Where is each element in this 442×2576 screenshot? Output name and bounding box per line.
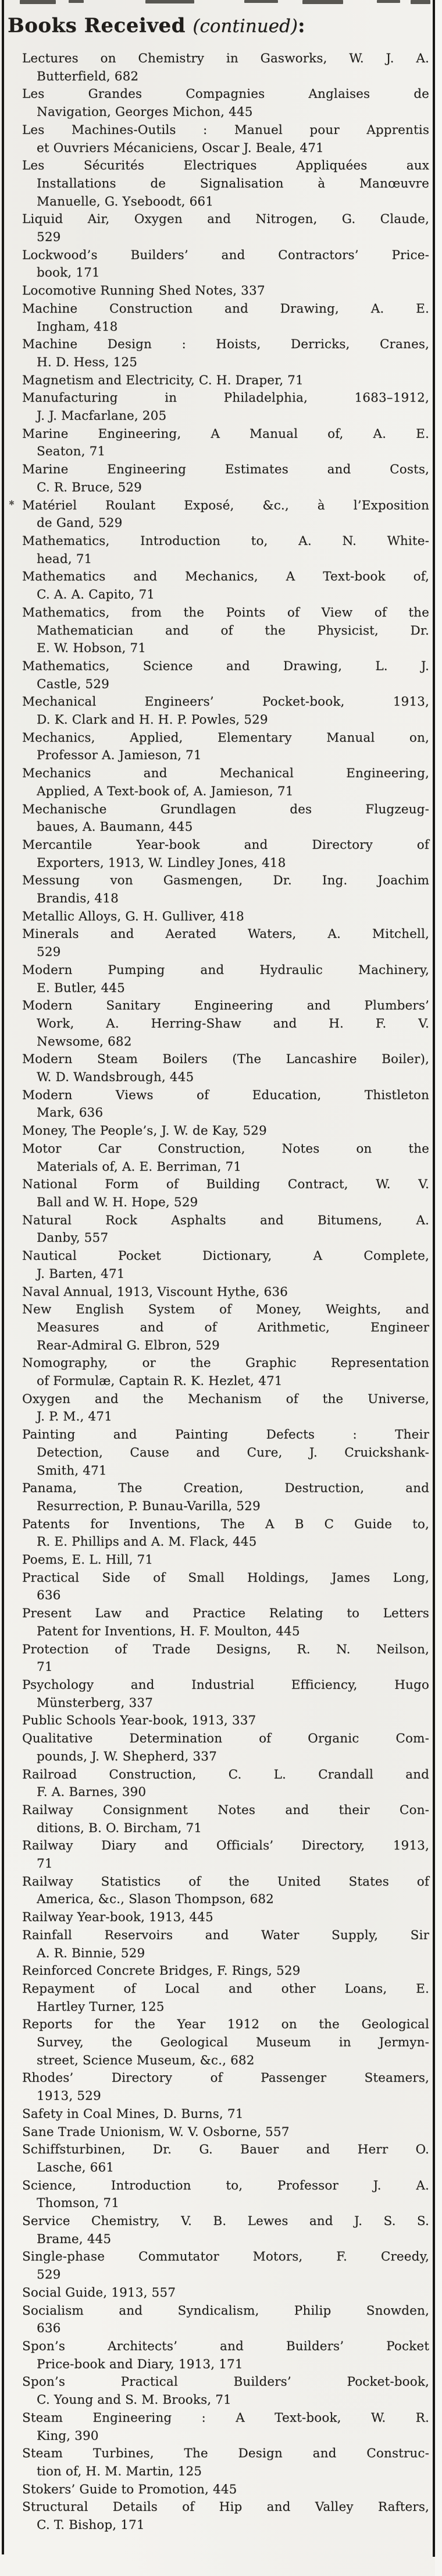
entry-line: Smith, 471 bbox=[37, 1463, 107, 1478]
index-entry bbox=[22, 2410, 429, 2445]
entry-line: baues, A. Baumann, 445 bbox=[37, 820, 193, 835]
entry-line: Socialism and Syndicalism, Philip Snowden, bbox=[22, 2303, 429, 2318]
index-entry bbox=[22, 926, 429, 961]
entry-line: Navigation, Georges Michon, 445 bbox=[37, 105, 253, 120]
index-entry bbox=[22, 1176, 429, 1211]
index-entry bbox=[22, 1140, 429, 1176]
entry-line: C. R. Bruce, 529 bbox=[37, 480, 142, 495]
index-entry bbox=[22, 693, 429, 729]
entry-line: Painting and Painting Defects : Their bbox=[22, 1427, 429, 1443]
entry-line: Lasche, 661 bbox=[37, 2160, 115, 2175]
entry-line: Railway Consignment Notes and their Con- bbox=[22, 1802, 429, 1817]
entry-line: Newsome, 682 bbox=[37, 1034, 132, 1049]
entry-line: 71 bbox=[37, 1660, 53, 1675]
entry-line: Psychology and Industrial Efficiency, Hugo bbox=[22, 1677, 429, 1692]
entry-line: Mathematics, from the Points of View of the bbox=[22, 605, 429, 620]
index-entry bbox=[22, 426, 429, 461]
entry-line: Measures and of Arithmetic, Engineer bbox=[37, 1320, 429, 1335]
entry-line: Railway Year-book, 1913, 445 bbox=[22, 1910, 213, 1925]
entry-line: 529 bbox=[37, 230, 61, 245]
entry-line: Münsterberg, 337 bbox=[37, 1695, 154, 1710]
index-entry bbox=[22, 461, 429, 497]
entry-line: Mathematics and Mechanics, A Text-book of, bbox=[22, 569, 429, 584]
index-entry bbox=[22, 2177, 429, 2213]
entry-line: Survey, the Geological Museum in Jermyn- bbox=[37, 2035, 429, 2050]
entry-line: D. K. Clark and H. H. P. Powles, 529 bbox=[37, 713, 268, 728]
index-entry bbox=[22, 372, 429, 390]
entry-line: Protection of Trade Designs, R. N. Neilson, bbox=[22, 1642, 429, 1657]
entry-line: street, Science Museum, &c., 682 bbox=[37, 2053, 255, 2068]
index-entry bbox=[22, 1284, 429, 1302]
right-border-rule bbox=[433, 0, 435, 2557]
entry-line: Thomson, 71 bbox=[37, 2196, 120, 2211]
index-entry bbox=[22, 2248, 429, 2284]
index-entry bbox=[22, 1391, 429, 1426]
index-entry bbox=[22, 1605, 429, 1640]
index-entry bbox=[22, 1677, 429, 1712]
entry-line: Schiffsturbinen, Dr. G. Bauer and Herr O. bbox=[22, 2142, 429, 2157]
entry-line: 636 bbox=[37, 1588, 61, 1603]
entry-line: Les Machines-Outils : Manuel pour Apprentis bbox=[22, 122, 429, 137]
entry-line: Safety in Coal Mines, D. Burns, 71 bbox=[22, 2106, 244, 2121]
entry-line: Reinforced Concrete Bridges, F. Rings, 529 bbox=[22, 1964, 301, 1979]
index-entry bbox=[22, 1051, 429, 1086]
entry-line: Marine Engineering Estimates and Costs, bbox=[22, 462, 429, 477]
entry-line: Minerals and Aerated Waters, A. Mitchell, bbox=[22, 927, 429, 942]
index-entry bbox=[22, 1927, 429, 1962]
entry-line: Exporters, 1913, W. Lindley Jones, 418 bbox=[37, 855, 286, 870]
index-entry bbox=[22, 872, 429, 908]
entry-line: Stokers’ Guide to Promotion, 445 bbox=[22, 2482, 237, 2497]
index-entry bbox=[22, 1980, 429, 2016]
index-entry bbox=[22, 2106, 429, 2124]
entry-line: Patent for Inventions, H. F. Moulton, 445 bbox=[37, 1624, 300, 1639]
entry-line: Installations de Signalisation à Manœuvre bbox=[37, 176, 429, 191]
index-entry bbox=[22, 1712, 429, 1730]
index-entry bbox=[9, 497, 429, 533]
entry-line: Brandis, 418 bbox=[37, 891, 119, 906]
entry-line: R. E. Phillips and A. M. Flack, 445 bbox=[37, 1535, 257, 1550]
entry-line: 1913, 529 bbox=[37, 2089, 101, 2104]
index-entry bbox=[22, 2284, 429, 2302]
entry-line: Danby, 557 bbox=[37, 1231, 109, 1246]
index-entry bbox=[22, 1909, 429, 1927]
entry-line: Steam Engineering : A Text-book, W. R. bbox=[22, 2410, 429, 2425]
index-entry bbox=[22, 2445, 429, 2481]
entry-line: Mechanics and Mechanical Engineering, bbox=[22, 766, 429, 781]
entry-line: C. T. Bishop, 171 bbox=[37, 2518, 145, 2533]
entry-line: National Form of Building Contract, W. V. bbox=[22, 1177, 429, 1192]
entry-line: Reports for the Year 1912 on the Geological bbox=[22, 2017, 429, 2032]
entry-line: Repayment of Local and other Loans, E. bbox=[22, 1981, 429, 1996]
page-title bbox=[8, 14, 305, 38]
entry-line: Nomography, or the Graphic Representation bbox=[22, 1356, 429, 1371]
index-entry bbox=[22, 336, 429, 371]
index-entry bbox=[22, 1837, 429, 1873]
entry-line: Modern Pumping and Hydraulic Machinery, bbox=[22, 962, 429, 977]
entry-line: Science, Introduction to, Professor J. A. bbox=[22, 2178, 429, 2193]
entry-line: Matériel Roulant Exposé, &c., à l’Exposition bbox=[22, 498, 429, 513]
entry-line: head, 71 bbox=[37, 551, 92, 566]
index-entry bbox=[22, 2141, 429, 2177]
index-entry bbox=[22, 86, 429, 121]
entry-line: Marine Engineering, A Manual of, A. E. bbox=[22, 426, 429, 441]
entry-line: Resurrection, P. Bunau-Varilla, 529 bbox=[37, 1498, 261, 1514]
entry-line: New English System of Money, Weights, and bbox=[22, 1302, 429, 1317]
entry-line: Mathematician and of the Physicist, Dr. bbox=[37, 623, 429, 638]
index-entry bbox=[22, 1355, 429, 1390]
entry-line: Applied, A Text-book of, A. Jamieson, 71 bbox=[37, 784, 294, 799]
entry-line: Detection, Cause and Cure, J. Cruickshank- bbox=[37, 1445, 429, 1460]
entry-line: Liquid Air, Oxygen and Nitrogen, G. Claude, bbox=[22, 212, 429, 227]
index-entry bbox=[22, 1087, 429, 1122]
entry-line: book, 171 bbox=[37, 265, 100, 281]
entry-line: Nautical Pocket Dictionary, A Complete, bbox=[22, 1249, 429, 1264]
index-entry bbox=[22, 1802, 429, 1837]
index-entry bbox=[22, 801, 429, 837]
entry-line: Spon’s Architects’ and Builders’ Pocket bbox=[22, 2339, 429, 2354]
index-entry bbox=[22, 1641, 429, 1677]
index-entry bbox=[22, 1873, 429, 1909]
entry-line: Machine Construction and Drawing, A. E. bbox=[22, 301, 429, 316]
entry-line: of Formulæ, Captain R. K. Hezlet, 471 bbox=[37, 1374, 283, 1389]
entry-line: Magnetism and Electricity, C. H. Draper, 71 bbox=[22, 373, 304, 388]
entry-line: pounds, J. W. Shepherd, 337 bbox=[37, 1749, 217, 1764]
entry-line: Mechanics, Applied, Elementary Manual on, bbox=[22, 730, 429, 745]
page-title-continued: (continued) bbox=[193, 16, 298, 37]
entry-line: Modern Sanitary Engineering and Plumbers’ bbox=[22, 998, 429, 1014]
index-entry bbox=[22, 2213, 429, 2248]
entry-line: Butterfield, 682 bbox=[37, 69, 139, 84]
entry-line: Work, A. Herring-Shaw and H. F. V. bbox=[37, 1016, 429, 1031]
entry-line: Service Chemistry, V. B. Lewes and J. S. S. bbox=[22, 2214, 429, 2229]
index-entry bbox=[22, 247, 429, 282]
entry-line: Brame, 445 bbox=[37, 2231, 112, 2247]
entry-line: Professor A. Jamieson, 71 bbox=[37, 748, 202, 763]
entry-line: F. A. Barnes, 390 bbox=[37, 1785, 147, 1800]
entry-line: Rhodes’ Directory of Passenger Steamers, bbox=[22, 2071, 429, 2086]
entry-line: 529 bbox=[37, 945, 61, 960]
entry-line: Railway Diary and Officials’ Directory, 1913, bbox=[22, 1838, 429, 1854]
entry-line: Single-phase Commutator Motors, F. Creedy, bbox=[22, 2249, 429, 2265]
page-title-text: Books Received bbox=[8, 14, 186, 37]
entry-line: ditions, B. O. Bircham, 71 bbox=[37, 1820, 202, 1836]
entry-line: Castle, 529 bbox=[37, 676, 109, 692]
entry-line: Money, The People’s, J. W. de Kay, 529 bbox=[22, 1124, 267, 1139]
entry-line: Naval Annual, 1913, Viscount Hythe, 636 bbox=[22, 1284, 288, 1299]
index-entry bbox=[22, 658, 429, 693]
entry-line: Rear-Admiral G. Elbron, 529 bbox=[37, 1338, 220, 1353]
entry-line: Present Law and Practice Relating to Letters bbox=[22, 1606, 429, 1621]
entry-line: C. Young and S. M. Brooks, 71 bbox=[37, 2393, 231, 2408]
entry-line: de Gand, 529 bbox=[37, 516, 123, 531]
entry-line: Locomotive Running Shed Notes, 337 bbox=[22, 284, 265, 299]
index-entry bbox=[22, 1212, 429, 1248]
index-entry bbox=[22, 568, 429, 604]
index-entry bbox=[22, 300, 429, 336]
entry-line: E. W. Hobson, 71 bbox=[37, 641, 147, 656]
entry-line: C. A. A. Capito, 71 bbox=[37, 587, 155, 603]
index-entry bbox=[22, 50, 429, 86]
entry-line: Qualitative Determination of Organic Com- bbox=[22, 1731, 429, 1746]
entry-line: Les Grandes Compagnies Anglaises de bbox=[22, 87, 429, 102]
index-entry bbox=[22, 1122, 429, 1140]
entry-line: Lockwood’s Builders’ and Contractors’ Price- bbox=[22, 247, 429, 263]
entry-line: Modern Steam Boilers (The Lancashire Boiler), bbox=[22, 1052, 429, 1067]
entry-line: Metallic Alloys, G. H. Gulliver, 418 bbox=[22, 909, 244, 924]
index-entry bbox=[22, 1248, 429, 1283]
index-entry bbox=[22, 533, 429, 568]
entry-line: Mechanische Grundlagen des Flugzeug- bbox=[22, 802, 429, 817]
index-entry bbox=[22, 2338, 429, 2373]
entry-line: Railway Statistics of the United States of bbox=[22, 1874, 429, 1889]
entry-line: Oxygen and the Mechanism of the Universe, bbox=[22, 1391, 429, 1406]
paper-edge bbox=[435, 0, 442, 2576]
index-entry bbox=[22, 837, 429, 872]
entry-line: Spon’s Practical Builders’ Pocket-book, bbox=[22, 2375, 429, 2390]
entry-line: Poems, E. L. Hill, 71 bbox=[22, 1553, 154, 1568]
entry-line: A. R. Binnie, 529 bbox=[37, 1946, 145, 1961]
index-entry bbox=[22, 122, 429, 157]
index-entry bbox=[22, 2124, 429, 2142]
entry-line: Rainfall Reservoirs and Water Supply, Sir bbox=[22, 1927, 429, 1943]
entry-line: Manufacturing in Philadelphia, 1683–1912, bbox=[22, 391, 429, 406]
entry-line: 529 bbox=[37, 2267, 61, 2283]
entry-line: Price-book and Diary, 1913, 171 bbox=[37, 2357, 243, 2372]
entry-line: Mercantile Year-book and Directory of bbox=[22, 837, 429, 852]
index-entry bbox=[22, 2070, 429, 2105]
entry-line: Seaton, 71 bbox=[37, 444, 106, 459]
entry-line: Practical Side of Small Holdings, James Long, bbox=[22, 1570, 429, 1585]
book-index-list bbox=[9, 50, 429, 2535]
entry-line: J. Barten, 471 bbox=[37, 1266, 125, 1281]
entry-line: Sane Trade Unionism, W. V. Osborne, 557 bbox=[22, 2124, 290, 2139]
entry-line: J. P. M., 471 bbox=[37, 1409, 112, 1425]
entry-line: Ball and W. H. Hope, 529 bbox=[37, 1195, 198, 1210]
entry-line: et Ouvriers Mécaniciens, Oscar J. Beale, 471 bbox=[37, 140, 324, 155]
index-entry bbox=[22, 2373, 429, 2409]
entry-line: Patents for Inventions, The A B C Guide to, bbox=[22, 1516, 429, 1532]
entry-line: Materials of, A. E. Berriman, 71 bbox=[37, 1159, 242, 1174]
entry-line: Mechanical Engineers’ Pocket-book, 1913, bbox=[22, 695, 429, 710]
index-entry bbox=[22, 2499, 429, 2534]
index-entry bbox=[22, 962, 429, 997]
index-entry bbox=[22, 211, 429, 246]
index-entry bbox=[22, 1962, 429, 1980]
entry-line: Modern Views of Education, Thistleton bbox=[22, 1087, 429, 1103]
entry-line: Machine Design : Hoists, Derricks, Cranes, bbox=[22, 337, 429, 352]
index-entry bbox=[22, 1480, 429, 1515]
entry-line: Ingham, 418 bbox=[37, 319, 118, 334]
entry-line: E. Butler, 445 bbox=[37, 980, 125, 995]
index-entry bbox=[22, 1426, 429, 1480]
entry-line: Railroad Construction, C. L. Crandall and bbox=[22, 1767, 429, 1782]
index-entry bbox=[22, 997, 429, 1051]
entry-line: Steam Turbines, The Design and Construc- bbox=[22, 2446, 429, 2461]
index-entry bbox=[22, 1301, 429, 1355]
index-entry bbox=[22, 1516, 429, 1551]
entry-line: King, 390 bbox=[37, 2428, 99, 2443]
index-entry bbox=[22, 157, 429, 211]
entry-line: J. J. Macfarlane, 205 bbox=[37, 409, 167, 424]
entry-line: H. D. Hess, 125 bbox=[37, 355, 138, 370]
entry-line: Structural Details of Hip and Valley Rafters, bbox=[22, 2500, 429, 2515]
left-border-rule bbox=[2, 0, 4, 2554]
entry-line: Natural Rock Asphalts and Bitumens, A. bbox=[22, 1213, 429, 1228]
entry-line: Mark, 636 bbox=[37, 1105, 104, 1121]
entry-line: Motor Car Construction, Notes on the bbox=[22, 1141, 429, 1156]
index-entry bbox=[22, 729, 429, 765]
entry-line: Mathematics, Science and Drawing, L. J. bbox=[22, 658, 429, 674]
index-entry bbox=[22, 908, 429, 926]
index-entry bbox=[22, 2302, 429, 2338]
index-entry bbox=[22, 1569, 429, 1605]
entry-line: Lectures on Chemistry in Gasworks, W. J. A. bbox=[22, 51, 429, 66]
index-entry bbox=[22, 1730, 429, 1766]
entry-line: W. D. Wandsbrough, 445 bbox=[37, 1070, 194, 1085]
index-entry bbox=[22, 604, 429, 658]
entry-line: Hartley Turner, 125 bbox=[37, 1999, 165, 2014]
entry-line: 71 bbox=[37, 1856, 53, 1872]
index-entry bbox=[22, 2016, 429, 2070]
entry-line: Public Schools Year-book, 1913, 337 bbox=[22, 1713, 256, 1728]
entry-line: Panama, The Creation, Destruction, and bbox=[22, 1481, 429, 1496]
index-entry bbox=[22, 765, 429, 800]
index-entry bbox=[22, 2481, 429, 2499]
entry-line: Social Guide, 1913, 557 bbox=[22, 2285, 176, 2300]
index-entry bbox=[22, 282, 429, 300]
margin-ink-mark-icon: ✱ bbox=[9, 498, 15, 507]
entry-line: 636 bbox=[37, 2321, 61, 2336]
page-title-colon: : bbox=[297, 14, 306, 37]
entry-line: Messung von Gasmengen, Dr. Ing. Joachim bbox=[22, 873, 429, 888]
index-entry bbox=[22, 1766, 429, 1802]
index-entry bbox=[22, 389, 429, 425]
index-entry bbox=[22, 1551, 429, 1569]
entry-line: Les Sécurités Electriques Appliquées aux bbox=[22, 158, 429, 173]
entry-line: America, &c., Slason Thompson, 682 bbox=[37, 1892, 274, 1907]
entry-line: Manuelle, G. Yseboodt, 661 bbox=[37, 194, 214, 209]
entry-line: tion of, H. M. Martin, 125 bbox=[37, 2464, 202, 2479]
entry-line: Mathematics, Introduction to, A. N. White- bbox=[22, 533, 429, 548]
